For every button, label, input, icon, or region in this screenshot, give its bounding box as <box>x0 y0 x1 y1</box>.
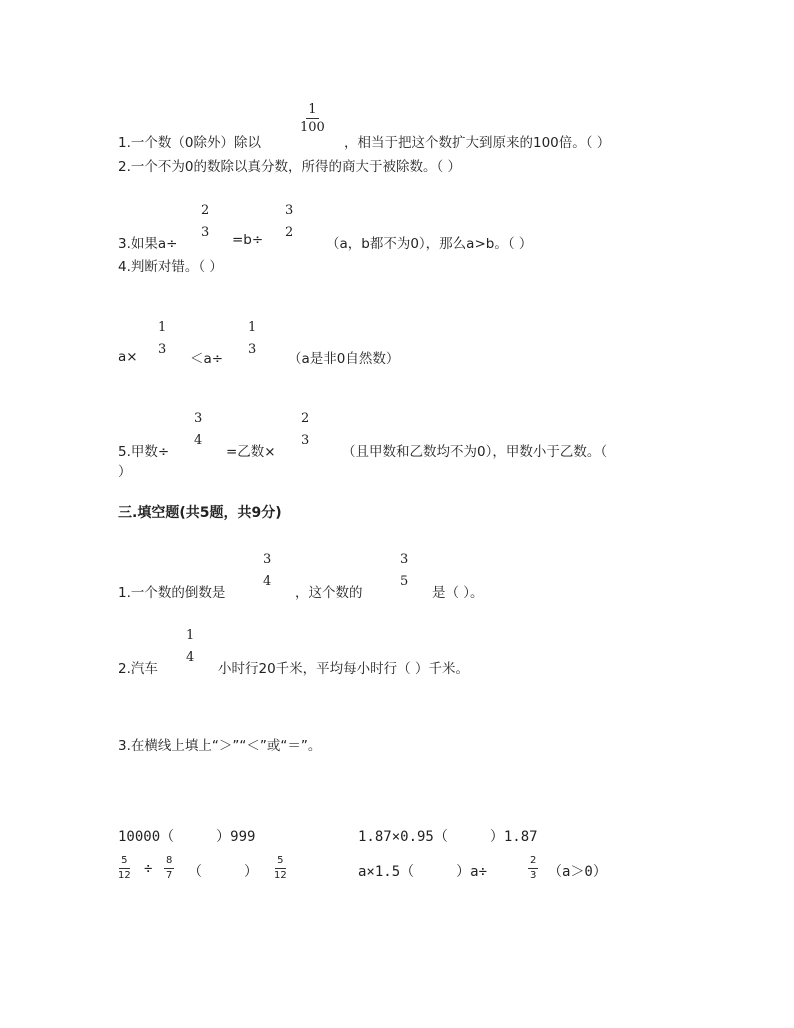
fill-q1-fraction-1 <box>261 553 273 588</box>
fraction-numerator: 5 <box>119 856 129 869</box>
fill-q2-fraction <box>184 629 196 664</box>
compare-row2-right-pre: a×1.5（ ）a÷ <box>358 864 488 880</box>
judge-q4-pre: a× <box>118 349 138 365</box>
fraction-numerator: 1 <box>308 102 317 117</box>
fraction-denominator: 4 <box>186 650 195 665</box>
fill-q1-post: 是（ ）。 <box>432 585 484 601</box>
judge-q4-fraction-1 <box>156 321 168 356</box>
fraction-numerator: 1 <box>186 628 195 643</box>
section-heading: 三.填空题(共5题，共9分) <box>118 505 282 521</box>
fraction-numerator: 1 <box>248 320 257 335</box>
fraction-numerator: 2 <box>301 411 310 426</box>
judge-q5-mid: =乙数× <box>226 444 276 460</box>
judge-q4-mid: ＜a÷ <box>190 351 224 367</box>
fraction-denominator: 2 <box>285 225 294 240</box>
judge-q4: 4.判断对错。（ ） <box>118 259 223 275</box>
judge-q5-wrap: ） <box>118 464 132 480</box>
fraction-numerator: 3 <box>285 203 294 218</box>
fraction-denominator: 4 <box>263 574 272 589</box>
judge-q3-fraction-2 <box>283 204 295 239</box>
judge-q4-post: （a是非0自然数） <box>288 351 400 367</box>
fraction-denominator: 4 <box>194 433 203 448</box>
judge-q1-pre: 1.一个数（0除外）除以 <box>118 135 261 151</box>
fraction-denominator: 3 <box>158 342 167 357</box>
fraction-numerator: 8 <box>164 856 174 869</box>
fraction-numerator: 1 <box>158 320 167 335</box>
fill-q3: 3.在横线上填上“＞”“＜”或“＝”。 <box>118 738 322 754</box>
fraction-denominator: 3 <box>248 342 257 357</box>
judge-q1-fraction <box>300 103 325 134</box>
compare-row2-fraction-3 <box>274 856 287 881</box>
judge-q3-pre: 3.如果a÷ <box>118 236 178 252</box>
judge-q1-post: ，相当于把这个数扩大到原来的100倍。（ ） <box>344 135 611 151</box>
fraction-denominator: 100 <box>300 120 325 135</box>
judge-q4-fraction-2 <box>246 321 258 356</box>
judge-q2: 2.一个不为0的数除以真分数，所得的商大于被除数。（ ） <box>118 159 462 175</box>
judge-q5-pre: 5.甲数÷ <box>118 444 170 460</box>
judge-q3-mid: =b÷ <box>232 232 264 248</box>
compare-row2-right-post: （a＞0） <box>548 864 607 880</box>
fill-q1-fraction-2 <box>398 553 410 588</box>
fraction-denominator: 12 <box>118 870 131 881</box>
compare-row2-fraction-2 <box>164 856 174 881</box>
fraction-numerator: 2 <box>528 856 538 869</box>
judge-q3-fraction-1 <box>199 204 211 239</box>
compare-row2-right-fraction <box>528 856 538 881</box>
fill-q2-pre: 2.汽车 <box>118 661 158 677</box>
compare-row2-divide: ÷ <box>144 861 153 877</box>
judge-q5-fraction-2 <box>299 412 311 447</box>
fraction-denominator: 3 <box>530 870 537 881</box>
fraction-numerator: 3 <box>194 411 203 426</box>
fraction-numerator: 5 <box>275 856 285 869</box>
judge-q5-post: （且甲数和乙数均不为0），甲数小于乙数。（ <box>342 444 608 460</box>
fill-q1-pre: 1.一个数的倒数是 <box>118 585 226 601</box>
compare-row2-blank: （ ） <box>188 864 258 880</box>
fraction-denominator: 12 <box>274 870 287 881</box>
compare-row2-fraction-1 <box>118 856 131 881</box>
fraction-denominator: 3 <box>201 225 210 240</box>
judge-q3-post: （a，b都不为0），那么a>b。（ ） <box>326 236 533 252</box>
fraction-numerator: 2 <box>201 203 210 218</box>
compare-row1-right: 1.87×0.95（ ）1.87 <box>358 829 538 845</box>
fraction-numerator: 3 <box>400 552 409 567</box>
judge-q5-fraction-1 <box>192 412 204 447</box>
fraction-denominator: 5 <box>400 574 409 589</box>
fill-q2-post: 小时行20千米，平均每小时行（ ）千米。 <box>218 661 469 677</box>
compare-row1-left: 10000（ ）999 <box>118 829 256 845</box>
fill-q1-mid: ，这个数的 <box>295 585 363 601</box>
fraction-denominator: 3 <box>301 433 310 448</box>
fraction-denominator: 7 <box>166 870 173 881</box>
fraction-numerator: 3 <box>263 552 272 567</box>
